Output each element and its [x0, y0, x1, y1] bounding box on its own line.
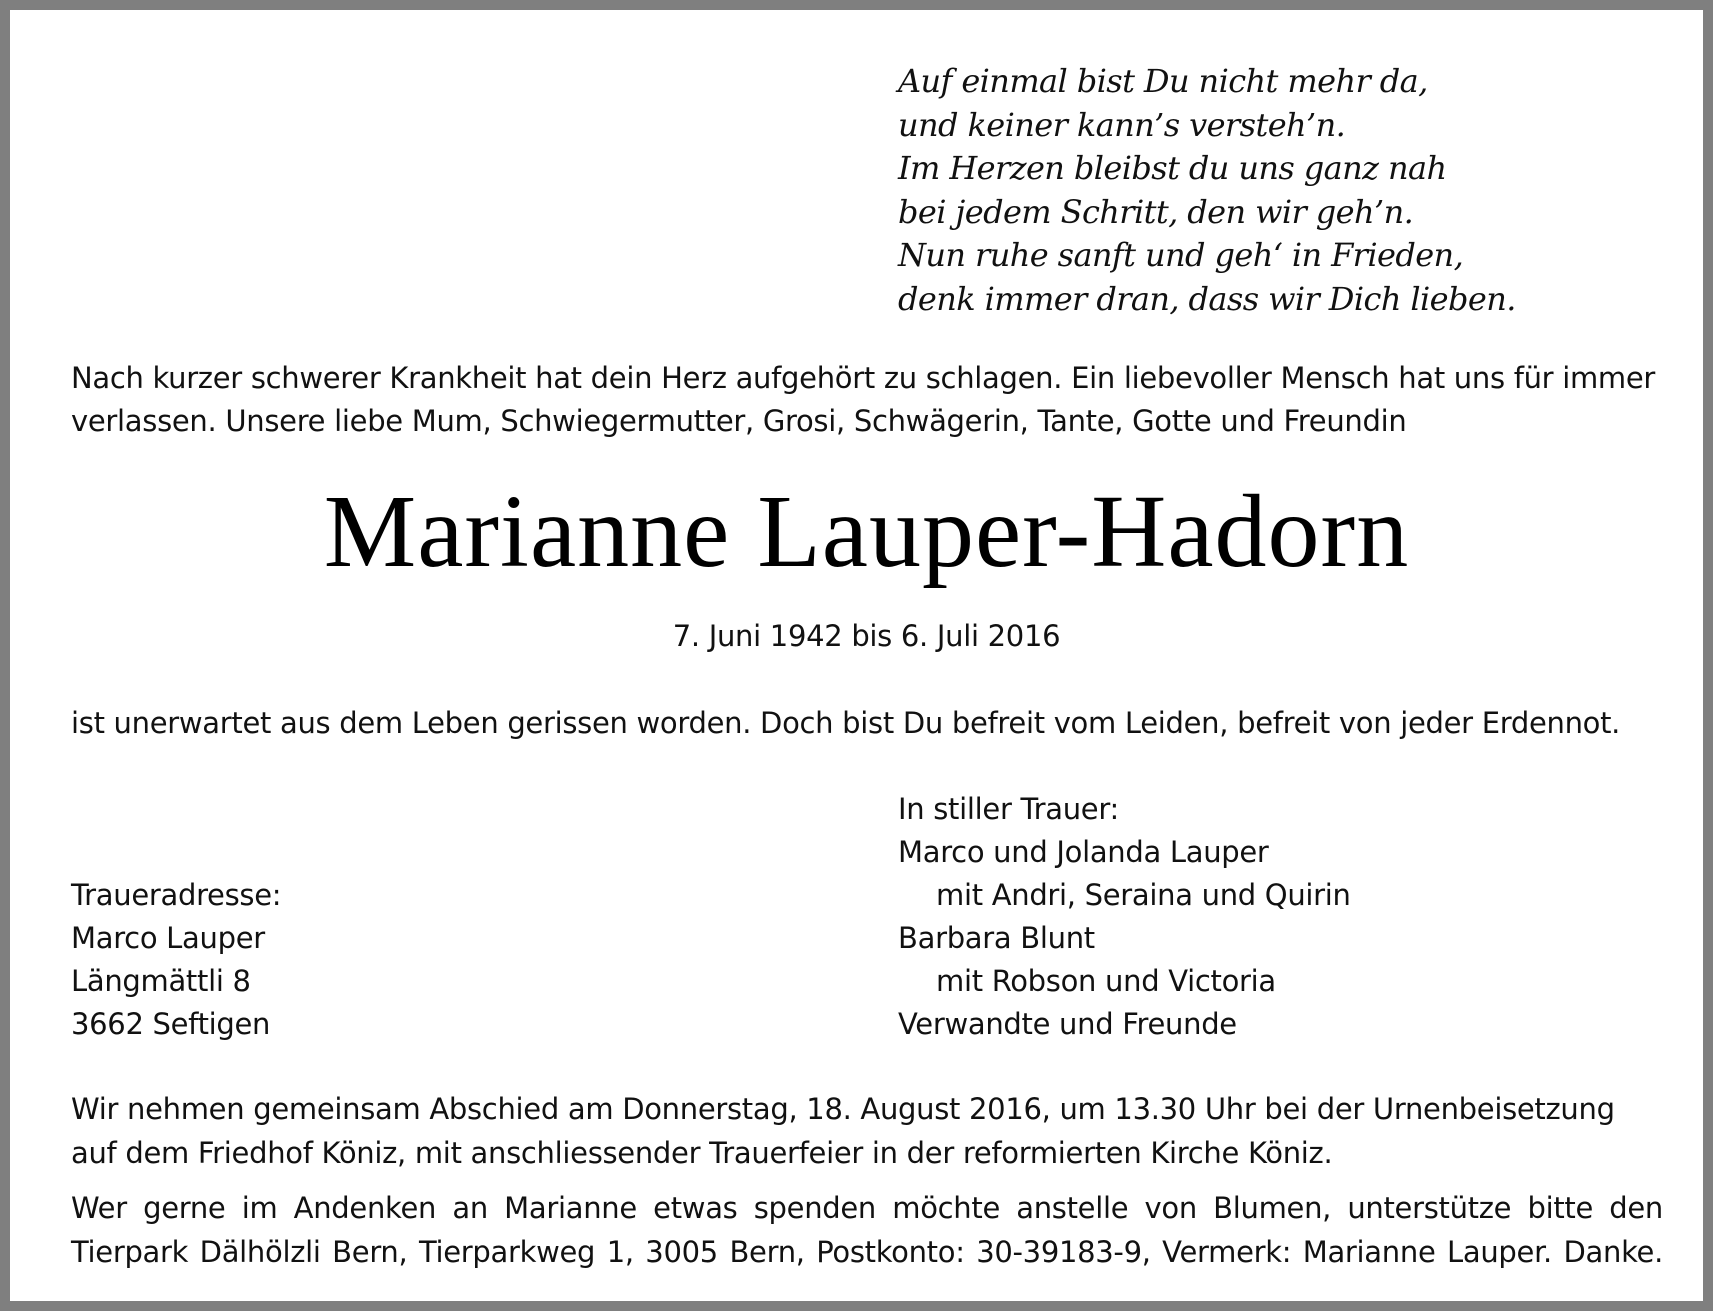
poem-line: denk immer dran, dass wir Dich lieben. — [898, 279, 1516, 318]
deceased-name: Marianne Lauper-Hadorn — [323, 474, 1410, 589]
ceremony-line: auf dem Friedhof Köniz, mit anschliessender Trauerfeier in der reformierten Kirche Köniz. — [71, 1136, 1333, 1170]
poem-line: Nun ruhe sanft und geh‘ in Frieden, — [898, 236, 1464, 274]
address-city: 3662 Seftigen — [71, 1007, 271, 1041]
mourner-line: mit Robson und Victoria — [936, 964, 1276, 998]
donation-line: Wer gerne im Andenken an Marianne etwas spenden möchte anstelle von Blumen, unterstütze bitte den — [71, 1191, 1663, 1225]
obituary-notice — [10, 10, 1703, 1301]
mourners-heading: In stiller Trauer: — [898, 792, 1119, 826]
poem-line: Auf einmal bist Du nicht mehr da, — [898, 62, 1428, 100]
intro-line: verlassen. Unsere liebe Mum, Schwiegermutter, Grosi, Schwägerin, Tante, Gotte und Freundin — [71, 404, 1407, 438]
mourner-line: Marco und Jolanda Lauper — [898, 835, 1269, 869]
donation-paragraph — [71, 1186, 1663, 1274]
life-dates: 7. Juni 1942 bis 6. Juli 2016 — [672, 619, 1061, 653]
passage-text: ist unerwartet aus dem Leben gerissen worden. Doch bist Du befreit vom Leiden, befreit von jeder Erdennot. — [71, 706, 1621, 740]
mourner-line: Verwandte und Freunde — [898, 1007, 1237, 1041]
ceremony-paragraph — [71, 1087, 1615, 1175]
donation-line: Tierpark Dälhölzli Bern, Tierparkweg 1, 3005 Bern, Postkonto: 30-39183-9, Vermerk: Marianne Lauper. Danke. — [71, 1235, 1663, 1269]
address-street: Längmättli 8 — [71, 964, 251, 998]
intro-paragraph — [71, 357, 1671, 443]
poem-line: bei jedem Schritt, den wir geh’n. — [898, 192, 1414, 231]
poem-verse — [898, 60, 1516, 321]
mourners-list — [898, 788, 1351, 1046]
poem-line: und keiner kann’s versteh’n. — [898, 105, 1346, 144]
mourner-line: Barbara Blunt — [898, 921, 1095, 955]
poem-line: Im Herzen bleibst du uns ganz nah — [898, 149, 1447, 187]
mourning-address — [71, 874, 281, 1046]
address-label: Traueradresse: — [71, 878, 282, 912]
mourner-line: mit Andri, Seraina und Quirin — [936, 878, 1351, 912]
intro-line: Nach kurzer schwerer Krankheit hat dein Herz aufgehört zu schlagen. Ein liebevoller Mensch hat uns für immer — [71, 361, 1656, 395]
address-name: Marco Lauper — [71, 921, 265, 955]
ceremony-line: Wir nehmen gemeinsam Abschied am Donnerstag, 18. August 2016, um 13.30 Uhr bei der Urnenbeisetzung — [71, 1092, 1615, 1126]
